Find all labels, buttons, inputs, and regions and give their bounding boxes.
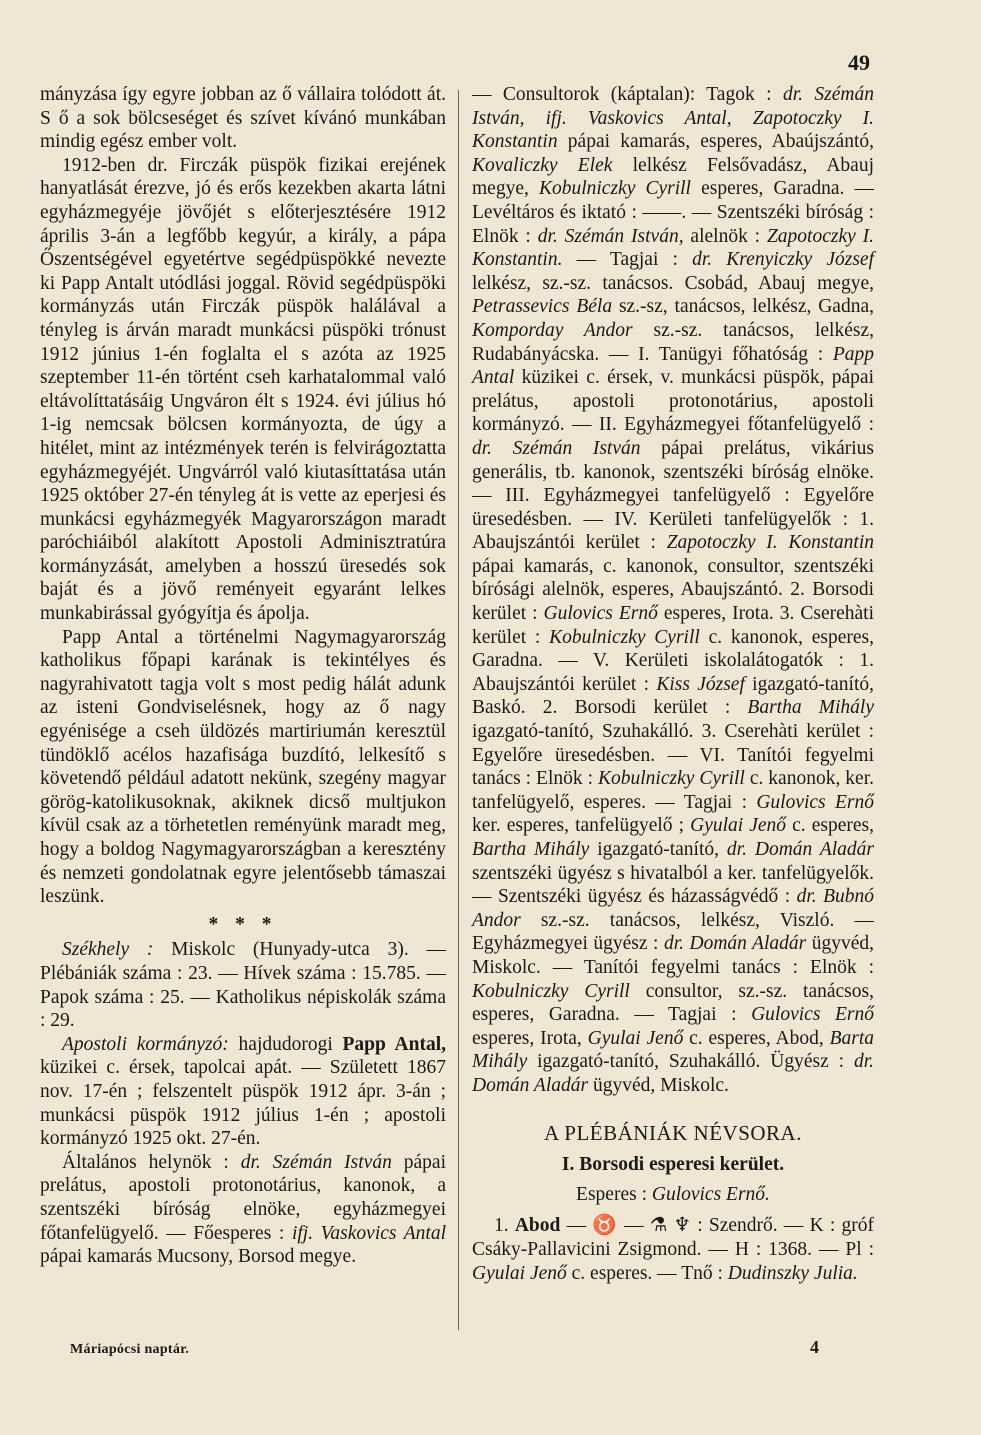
person-name: dr. Szémán István	[240, 1151, 392, 1173]
person-name: dr. Bubnó Andor	[472, 886, 875, 931]
admin-name: Papp Antal,	[342, 1033, 446, 1055]
section-separator: * * *	[208, 913, 278, 935]
text: c. kanonok, esperes, Garadna. — V. Kerületi iskolalátogatók : 1. Abaujszántói kerület :	[472, 626, 874, 695]
person-name: dr. Szémán István	[472, 437, 641, 459]
text: alelnök :	[683, 225, 767, 247]
page-number: 49	[848, 50, 870, 75]
text: igazgató-tanító, Baskó. 2. Borsodi kerület :	[472, 673, 875, 719]
person-name: Gulovics Ernő	[543, 603, 658, 625]
person-name: Kovaliczky Elek	[472, 154, 613, 176]
text: lelkész Felsővadász, Abauj megye,	[472, 154, 874, 200]
seat-paragraph	[40, 938, 446, 1032]
dean-label: Esperes :	[576, 1183, 652, 1205]
person-name: dr. Domán Aladár	[663, 933, 807, 955]
person-name: Gulovics Ernő	[756, 791, 874, 813]
officials-paragraph	[472, 83, 874, 1098]
person-name: Komporday Andor	[472, 319, 633, 341]
person-name: Bartha Mihály	[747, 697, 874, 719]
text: igazgató-tanító, Szuhakálló. 3. Cserehàti kerület : Egyelőre üresedésben. — VI. Tanítói fegyelmi tanács : Elnök :	[472, 721, 874, 790]
person-name: Petrassevics Béla	[472, 296, 613, 318]
text: sz.-sz, tanácsos, lelkész, Gadna,	[612, 296, 874, 318]
admin-paragraph	[40, 1033, 446, 1151]
seat-label: Székhely :	[62, 939, 154, 961]
person-name: Kiss József	[656, 673, 745, 695]
column-divider	[458, 90, 459, 1330]
text: consultor, sz.-sz. tanácsos, esperes, Garadna. — Tagjai :	[472, 980, 874, 1026]
signature-mark: 4	[810, 1337, 819, 1357]
person-name: Gulovics Ernő	[751, 1004, 874, 1026]
text: — Consultorok (káptalan): Tagok :	[472, 84, 783, 105]
paragraph: mányzása így egyre jobban az ő vállaira tolódott át. S ő a sok bölcseséget és szívet kívánó munkában mindig egész ember volt.	[40, 84, 446, 153]
text: pápai kamarás Mucsony, Borsod megye.	[40, 1246, 357, 1268]
vicar-paragraph	[40, 1151, 446, 1269]
text: igazgató-tanító, Szuhakálló. Ügyész :	[527, 1051, 854, 1073]
text: c. esperes,	[786, 815, 874, 837]
text: lelkész, sz.-sz. tanácsos. Csobád, Abauj megye,	[472, 272, 874, 294]
text: pápai kamarás, esperes, Abaújszántó,	[557, 131, 874, 153]
person-name: Barta Mihály	[472, 1027, 874, 1073]
person-name: Gyulai Jenő	[472, 1262, 567, 1284]
text: esperes, Garadna. — Levéltáros és iktató : ——. — Szentszéki bíróság : Elnök :	[472, 178, 874, 247]
person-name: Papp Antal	[472, 343, 874, 389]
text: szentszéki ügyész s hivatalból a ker. tanfelügyelők. — Szentszéki ügyész és házasságvédő :	[472, 862, 874, 908]
parish-entry	[472, 1214, 874, 1285]
text: ügyvéd, Miskolc. — Tanítói fegyelmi tanács : Elnök :	[472, 933, 874, 978]
paragraph: Papp Antal a történelmi Nagymagyarország katholikus főpapi karának is tekintélyes és nagyrahivatott tagja volt s most pedig hálát adunk az isteni Gondviselésnek, hogy az ő nagy egyénisége a cseh üldözés martiriumán keresztül tündöklő acélos hazafisága buzdító, lelkesítő s követendő például adatott nekünk, szegény magyar görög-katolikusoknak, akiknek dicső multjukon kívül csak az a törhetetlen reményünk maradt meg, hogy a boldog Nagymagyarországban a keresztény és nemzeti gondolatnak egyre jelentősebb támaszai leszünk.	[40, 626, 446, 908]
dean-line	[472, 1183, 874, 1207]
text: ker. esperes, tanfelügyelő ;	[472, 815, 691, 837]
footer-title: Máriapócsi naptár.	[70, 1342, 190, 1357]
person-name: ifj. Vaskovics Antal	[291, 1222, 446, 1244]
person-name: Zapotoczky I. Konstantin	[666, 532, 874, 554]
admin-label: Apostoli kormányzó:	[62, 1033, 229, 1055]
text: hajdudorogi	[228, 1033, 343, 1055]
text: pápai prelátus, vikárius generális, tb. kanonok, szentszéki bíróság elnöke. — III. Egyházmegyei tanfelügyelő : Egyelőre üresedésben. — IV. Kerületi tanfelügyelők : 1. Abaujszántói kerület :	[472, 437, 874, 554]
text: Általános helynök :	[62, 1151, 241, 1173]
person-name: Kobulniczky Cyrill	[597, 768, 745, 790]
text: c. kanonok, ker. tanfelügyelő, esperes. — Tagjai :	[472, 768, 874, 813]
text: igazgató-tanító,	[589, 839, 727, 860]
right-column	[472, 83, 874, 1285]
person-name: Kobulniczky Cyrill	[472, 980, 630, 1002]
parish-name: Abod	[514, 1215, 561, 1237]
paragraph: 1912-ben dr. Firczák püspök fizikai erejének hanyatlását érezve, jó és erős kezekben akarta látni egyházmegyéje jövőjét s előterjesztésére 1912 április 3-án a legfőbb kegyúr, a király, a pápa Őszentségével egyetértve segédpüspökké nevezte ki Papp Antalt utódlási joggal. Rövid segédpüspöki kormányzás után Firczák püspök halálával a tényleg is árván maradt munkácsi püspöki trónust 1912 június 1-én foglalta el s azóta az 1925 szeptember 11-én történt cseh karhatalommal való eltávolíttatásáig Ungváron élt s 1924. évi július hó 1-ig nemcsak bölcsen kormányozta, de úgy a hitélet, mint az intézmények terén is felvirágoztatta egyházmegyéjét. Ungvárról való kiutasíttatása után 1925 október 27-én tényleg át is vette az eperjesi és munkácsi egyházmegyék Magyarországon maradt paróchiáiból alakított Apostoli Adminisztratúra kormányzását, amelyben a hosszú üresedés sok baját és a jövő reményeit egyaránt lelkes munkabirással gyógyítja és ápolja.	[40, 154, 446, 625]
person-name: Dudinszky Julia.	[727, 1262, 858, 1284]
text: küzikei c. érsek, tapolcai apát. — Született 1867 nov. 17-én ; felszentelt püspök 1912 ápr. 3-án ; munkácsi püspök 1912 július 1-én ; apostoli kormányzó 1925 okt. 27-én.	[40, 1057, 446, 1150]
text: sz.-sz. tanácsos, lelkész, Rudabányácska. — I. Tanügyi főhatóság :	[472, 319, 874, 365]
text: sz.-sz. tanácsos, lelkész, Viszló. — Egyházmegyei ügyész :	[472, 909, 874, 955]
entry-number: 1.	[494, 1215, 515, 1237]
text: ügyvéd, Miskolc.	[588, 1074, 729, 1096]
text: pápai kamarás, c. kanonok, consultor, szentszéki bírósági alelnök, esperes, Abaujszántó. 2. Borsodi kerület :	[472, 555, 874, 625]
person-name: Kobulniczky Cyrill	[538, 178, 691, 200]
section-heading: A PLÉBÁNIÁK NÉVSORA.	[544, 1120, 802, 1145]
text: esperes, Irota,	[472, 1027, 588, 1049]
text: — Tagjai :	[562, 249, 693, 271]
dean-name: Gulovics Ernő.	[651, 1183, 770, 1205]
section-subheading: I. Borsodi esperesi kerület.	[561, 1154, 785, 1176]
seat-text: Miskolc (Hunyady-utca 3). — Plébániák száma : 23. — Hívek száma : 15.785. — Papok száma : 25. — Katholikus népiskolák száma : 29.	[40, 939, 446, 1032]
person-name: dr. Szémán István,	[537, 225, 684, 247]
person-name: dr. Domán Aladár	[472, 1051, 874, 1096]
person-name: Bartha Mihály	[472, 839, 590, 860]
text: küzikei c. érsek, v. munkácsi püspök, pápai prelátus, apostoli protonotárius, apostoli kormányzó. — II. Egyházmegyei főtanfelügyelő :	[472, 367, 874, 436]
text: — ♉ — ⚗ ♆ : Szendrő. — K : gróf Csáky-Pallavicini Zsigmond. — H : 1368. — Pl :	[472, 1215, 875, 1260]
person-name: Kobulniczky Cyrill	[549, 626, 700, 648]
person-name: Gyulai Jenő	[587, 1027, 684, 1049]
text: c. esperes. — Tnő :	[566, 1262, 728, 1284]
person-name: Gyulai Jenő	[690, 815, 787, 837]
person-name: dr. Domán Aladár	[726, 839, 874, 860]
text: esperes, Irota. 3. Cserehàti kerület :	[472, 603, 874, 648]
text: pápai prelátus, apostoli protonotárius, kanonok, a szentszéki bíróság elnöke, egyházmegyei főtanfelügyelő. — Főesperes :	[40, 1151, 446, 1244]
person-name: Zapotoczky I. Konstantin.	[472, 225, 874, 271]
text: c. esperes, Abod,	[683, 1027, 830, 1049]
person-name: dr. Krenyiczky József	[692, 249, 874, 271]
person-name: dr. Szémán István, ifj. Vaskovics Antal, Zapotoczky I. Konstantin	[472, 84, 874, 153]
left-column	[40, 83, 446, 1269]
